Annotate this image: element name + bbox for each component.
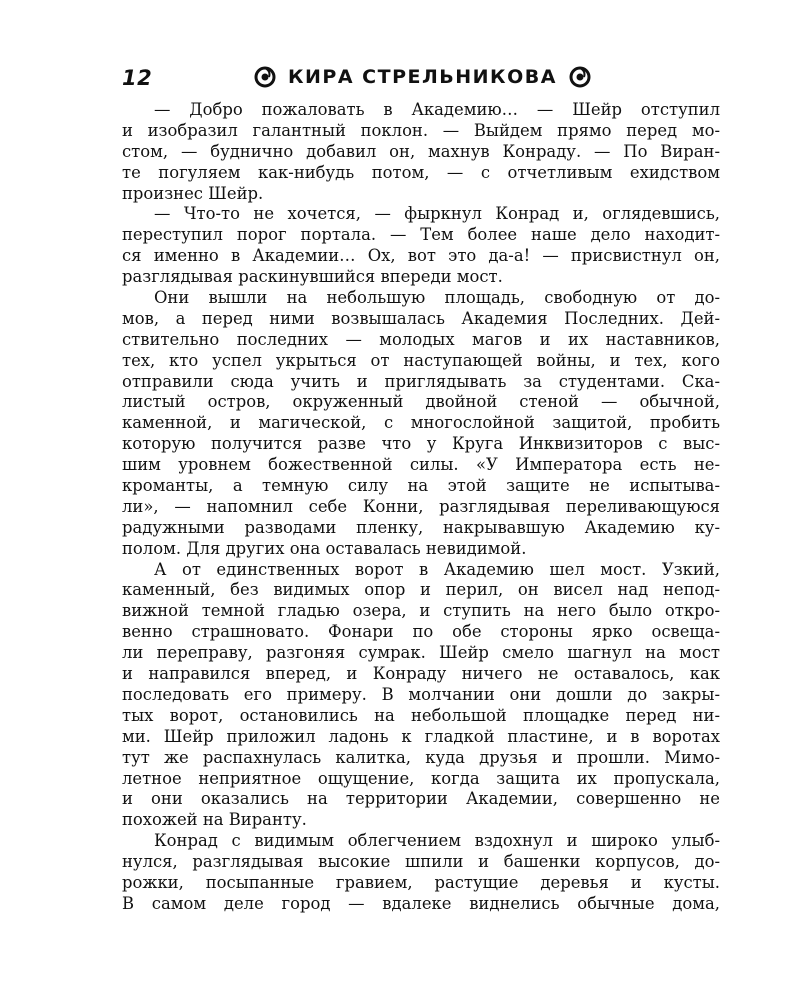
text-line: ствительно последних — молодых магов и их наставников, [122, 329, 720, 349]
text-line: тых ворот, остановились на небольшой площадке перед ни- [122, 705, 720, 725]
text-line: — Добро пожаловать в Академию… — Шейр отступил [154, 100, 720, 119]
text-line: шим уровнем божественной силы. «У Императора есть не- [122, 455, 720, 475]
text-line: А от единственных ворот в Академию шел мост. Узкий, [154, 559, 720, 579]
text-line: мов, а перед ними возвышалась Академия Последних. Дей- [122, 308, 720, 328]
text-line: отправили сюда учить и приглядывать за студентами. Ска- [122, 371, 720, 391]
text-line: и направился вперед, и Конраду ничего не оставалось, как [122, 664, 720, 684]
author-header [254, 66, 591, 88]
body-text [122, 100, 720, 915]
text-line: нулся, разглядывая высокие шпили и башенки корпусов, до- [122, 852, 720, 872]
text-line: каменной, и магической, с многослойной защитой, пробить [122, 413, 720, 433]
text-line: и они оказались на территории Академии, совершенно не [122, 789, 720, 809]
text-line: похожей на Виранту. [122, 810, 307, 830]
text-line: летное неприятное ощущение, когда защита их пропускала, [122, 768, 720, 788]
text-line: те погуляем как-нибудь потом, — с отчетливым ехидством [122, 162, 720, 182]
text-line: Конрад с видимым облегчением вздохнул и широко улыб- [154, 831, 720, 851]
page-number: 12 [122, 66, 153, 90]
text-line: — Что-то не хочется, — фыркнул Конрад и, оглядевшись, [154, 204, 720, 224]
text-line: каменный, без видимых опор и перил, он висел над непод- [122, 580, 720, 600]
text-line: ли», — напомнил себе Конни, разглядывая переливающуюся [122, 496, 720, 516]
running-head [122, 62, 720, 96]
text-line: ся именно в Академии… Ох, вот это да-а! — присвистнул он, [122, 246, 720, 266]
text-line: переступил порог портала. — Тем более наше дело находит- [122, 225, 720, 245]
text-line: рожки, посыпанные гравием, растущие деревья и кусты. [122, 872, 720, 892]
spiral-ornament-icon [569, 66, 591, 88]
text-line: Они вышли на небольшую площадь, свободную от до- [154, 288, 720, 308]
text-line: В самом деле город — вдалеке виднелись обычные дома, [122, 893, 720, 913]
text-line: тех, кто успел укрыться от наступающей войны, и тех, кого [122, 350, 720, 370]
text-line: тут же распахнулась калитка, куда друзья и прошли. Мимо- [122, 747, 720, 767]
spiral-ornament-icon [254, 66, 276, 88]
book-page [122, 62, 720, 913]
text-line: листый остров, окруженный двойной стеной — обычной, [122, 392, 720, 412]
text-line: ми. Шейр приложил ладонь к гладкой пластине, и в воротах [122, 726, 720, 746]
author-name: КИРА СТРЕЛЬНИКОВА [288, 66, 557, 88]
text-line: стом, — буднично добавил он, махнув Конраду. — По Виран- [122, 141, 720, 161]
text-line: произнес Шейр. [122, 183, 264, 203]
text-line: которую получится разве что у Круга Инквизиторов с выс- [122, 434, 720, 454]
text-line: вижной темной гладью озера, и ступить на него было откро- [122, 601, 720, 621]
text-line: разглядывая раскинувшийся впереди мост. [122, 267, 503, 287]
text-line: полом. Для других она оставалась невидимой. [122, 538, 527, 558]
text-line: кроманты, а темную силу на этой защите не испытыва- [122, 476, 720, 496]
text-line: ли переправу, разгоняя сумрак. Шейр смело шагнул на мост [122, 643, 720, 663]
text-line: и изобразил галантный поклон. — Выйдем прямо перед мо- [122, 120, 720, 140]
text-line: радужными разводами пленку, накрывавшую Академию ку- [122, 517, 720, 537]
text-line: венно страшновато. Фонари по обе стороны ярко освеща- [122, 622, 720, 642]
text-line: последовать его примеру. В молчании они дошли до закры- [122, 684, 720, 704]
